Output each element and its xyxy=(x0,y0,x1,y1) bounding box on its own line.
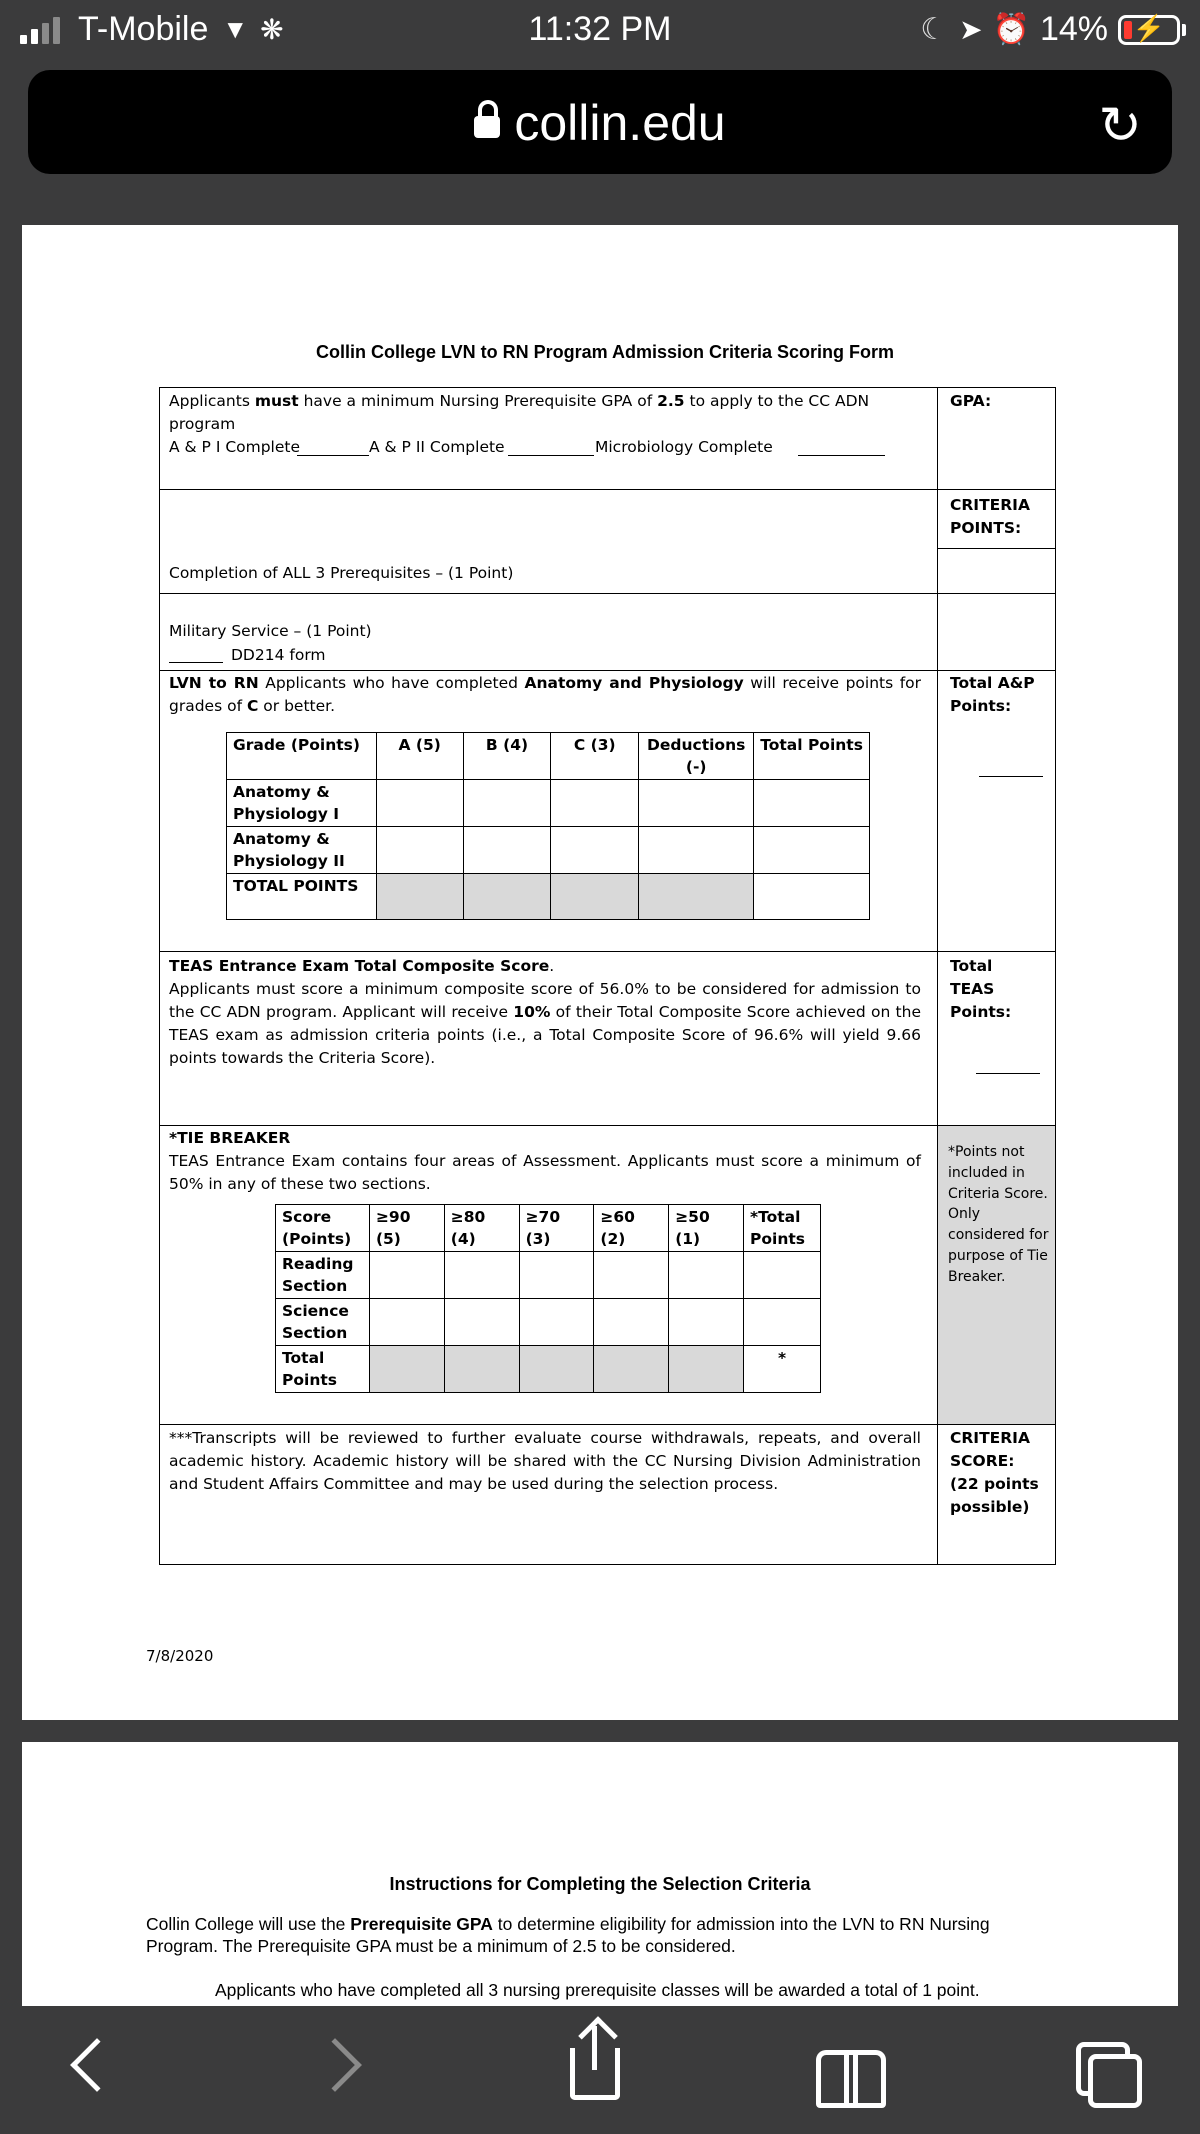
lock-icon xyxy=(474,116,500,138)
shaded-cell xyxy=(519,1346,594,1393)
row-label: Anatomy & Physiology II xyxy=(227,827,377,874)
grade-cell[interactable] xyxy=(754,827,870,874)
dd214-blank xyxy=(169,662,223,663)
score-cell[interactable] xyxy=(369,1252,444,1299)
military-service-label: Military Service – (1 Point) xyxy=(169,622,372,640)
instructions-paragraph: Collin College will use the Prerequisite GPA to determine eligibility for admission into the LVN to RN Nursing Program. The Prerequisite GPA must be a minimum of 2.5 to be considered. xyxy=(146,1914,990,1956)
table-header: Deductions (-) xyxy=(639,733,754,780)
grade-cell[interactable] xyxy=(376,780,463,827)
forward-icon[interactable] xyxy=(308,2038,362,2092)
grade-cell[interactable] xyxy=(754,874,870,920)
url-text: collin.edu xyxy=(514,95,726,151)
anp-grade-table xyxy=(226,732,870,920)
address-bar[interactable] xyxy=(28,70,1172,174)
pdf-page-1 xyxy=(22,225,1178,1720)
battery-icon: ⚡ xyxy=(1118,15,1180,45)
grade-cell[interactable] xyxy=(463,827,551,874)
score-cell[interactable] xyxy=(369,1299,444,1346)
micro-complete-label: Microbiology Complete xyxy=(595,438,773,456)
bookmarks-icon[interactable] xyxy=(816,2050,886,2100)
anp-description: LVN to RN Applicants who have completed Anatomy and Physiology will receive points for grades of C or better. xyxy=(169,674,922,715)
score-cell[interactable] xyxy=(594,1252,669,1299)
table-header: Score (Points) xyxy=(276,1205,370,1252)
shaded-cell xyxy=(463,874,551,920)
activity-icon: ❋ xyxy=(260,14,284,45)
score-cell[interactable] xyxy=(519,1252,594,1299)
alarm-icon: ⏰ xyxy=(992,13,1030,46)
shaded-cell xyxy=(551,874,639,920)
total-anp-label: Total A&P Points: xyxy=(950,674,1035,715)
prereq-completion-label: Completion of ALL 3 Prerequisites – (1 Point) xyxy=(169,564,514,582)
grade-cell[interactable] xyxy=(551,780,639,827)
wifi-icon: ▼ xyxy=(222,14,249,44)
tabs-icon[interactable] xyxy=(1076,2042,1132,2098)
do-not-disturb-icon: ☾ xyxy=(920,13,948,46)
ap2-complete-label: A & P II Complete xyxy=(369,438,505,456)
table-row xyxy=(227,780,870,827)
row-label: Reading Section xyxy=(276,1252,370,1299)
score-cell[interactable] xyxy=(744,1252,821,1299)
clock: 11:32 PM xyxy=(528,10,672,48)
tie-note: *Points not included in Criteria Score. xyxy=(948,1144,1048,1202)
grade-cell[interactable] xyxy=(639,780,754,827)
table-row xyxy=(227,874,870,920)
shaded-cell xyxy=(669,1346,744,1393)
criteria-points-label: CRITERIA POINTS: xyxy=(950,496,1030,537)
row-label: Total Points xyxy=(276,1346,370,1393)
total-mark: * xyxy=(744,1346,821,1393)
table-header: ≥70 (3) xyxy=(519,1205,594,1252)
gpa-label: GPA: xyxy=(950,392,992,410)
table-header: ≥80 (4) xyxy=(444,1205,519,1252)
total-teas-label: Total TEAS Points: xyxy=(950,957,1012,1021)
table-header: Total Points xyxy=(754,733,870,780)
tie-breaker-table xyxy=(275,1204,821,1393)
score-cell[interactable] xyxy=(669,1252,744,1299)
row-label: Anatomy & Physiology I xyxy=(227,780,377,827)
table-header: ≥50 (1) xyxy=(669,1205,744,1252)
table-header: A (5) xyxy=(376,733,463,780)
browser-toolbar xyxy=(0,2006,1200,2134)
back-icon[interactable] xyxy=(70,2038,124,2092)
tie-breaker-description: *TIE BREAKER TEAS Entrance Exam contains four areas of Assessment. Applicants must score a minimum of 50% in any of these two sections. xyxy=(169,1129,921,1193)
micro-complete-blank xyxy=(798,455,885,456)
shaded-cell xyxy=(639,874,754,920)
location-icon: ➤ xyxy=(959,14,983,45)
shaded-cell xyxy=(444,1346,519,1393)
score-cell[interactable] xyxy=(519,1299,594,1346)
share-icon[interactable] xyxy=(570,2048,620,2100)
grade-cell[interactable] xyxy=(754,780,870,827)
total-anp-blank xyxy=(979,776,1043,777)
criteria-score-label: CRITERIA SCORE: (22 points possible) xyxy=(950,1429,1039,1516)
table-row xyxy=(276,1299,821,1346)
status-bar xyxy=(0,0,1200,64)
table-header: ≥90 (5) xyxy=(369,1205,444,1252)
ap2-complete-blank xyxy=(508,455,594,456)
gpa-requirement: Applicants must have a minimum Nursing Prerequisite GPA of 2.5 to apply to the CC ADN program xyxy=(169,392,870,433)
battery-percent: 14% xyxy=(1039,10,1108,48)
grade-cell[interactable] xyxy=(639,827,754,874)
teas-description: TEAS Entrance Exam Total Composite Score. Applicants must score a minimum composite score of 56.0% to be considered for admission to the CC ADN program. Applicant will receive 10% of their Total Composite Score achieved on the TEAS exam as admission criteria points (i.e., a Total Composite Score of 96.6% will yield 9.66 points towards the Criteria Score). xyxy=(169,957,921,1067)
transcripts-note: ***Transcripts will be reviewed to further evaluate course withdrawals, repeats, and overall academic history. Academic history will be shared with the CC Nursing Division Administration and Student Affairs Committee and may be used during the selection process. xyxy=(169,1429,921,1493)
grade-cell[interactable] xyxy=(463,780,551,827)
instructions-paragraph: Applicants who have completed all 3 nursing prerequisite classes will be awarded a total of 1 point. xyxy=(215,1980,980,2000)
table-row xyxy=(276,1252,821,1299)
score-cell[interactable] xyxy=(444,1252,519,1299)
grade-cell[interactable] xyxy=(551,827,639,874)
total-teas-blank xyxy=(976,1073,1040,1074)
form-date: 7/8/2020 xyxy=(146,1647,214,1665)
dd214-label: DD214 form xyxy=(231,646,326,664)
grade-cell[interactable] xyxy=(376,827,463,874)
scoring-form xyxy=(159,387,1056,1557)
table-header: C (3) xyxy=(551,733,639,780)
form-title: Collin College LVN to RN Program Admission Criteria Scoring Form xyxy=(315,342,895,362)
ap1-complete-blank xyxy=(297,455,369,456)
table-row xyxy=(227,827,870,874)
score-cell[interactable] xyxy=(444,1299,519,1346)
reload-icon[interactable]: ↻ xyxy=(1098,97,1142,155)
table-header: *Total Points xyxy=(744,1205,821,1252)
row-label: Science Section xyxy=(276,1299,370,1346)
row-label: TOTAL POINTS xyxy=(227,874,377,920)
score-cell[interactable] xyxy=(744,1299,821,1346)
table-header: B (4) xyxy=(463,733,551,780)
tie-note: Only considered for purpose of Tie Breaker. xyxy=(948,1206,1049,1285)
score-cell[interactable] xyxy=(669,1299,744,1346)
ap1-complete-label: A & P I Complete xyxy=(169,438,301,456)
score-cell[interactable] xyxy=(594,1299,669,1346)
table-header: ≥60 (2) xyxy=(594,1205,669,1252)
instructions-title: Instructions for Completing the Selection Criteria xyxy=(389,1874,811,1894)
table-row xyxy=(276,1346,821,1393)
carrier-name: T-Mobile xyxy=(78,10,209,48)
table-header: Grade (Points) xyxy=(227,733,377,780)
shaded-cell xyxy=(376,874,463,920)
shaded-cell xyxy=(594,1346,669,1393)
shaded-cell xyxy=(369,1346,444,1393)
